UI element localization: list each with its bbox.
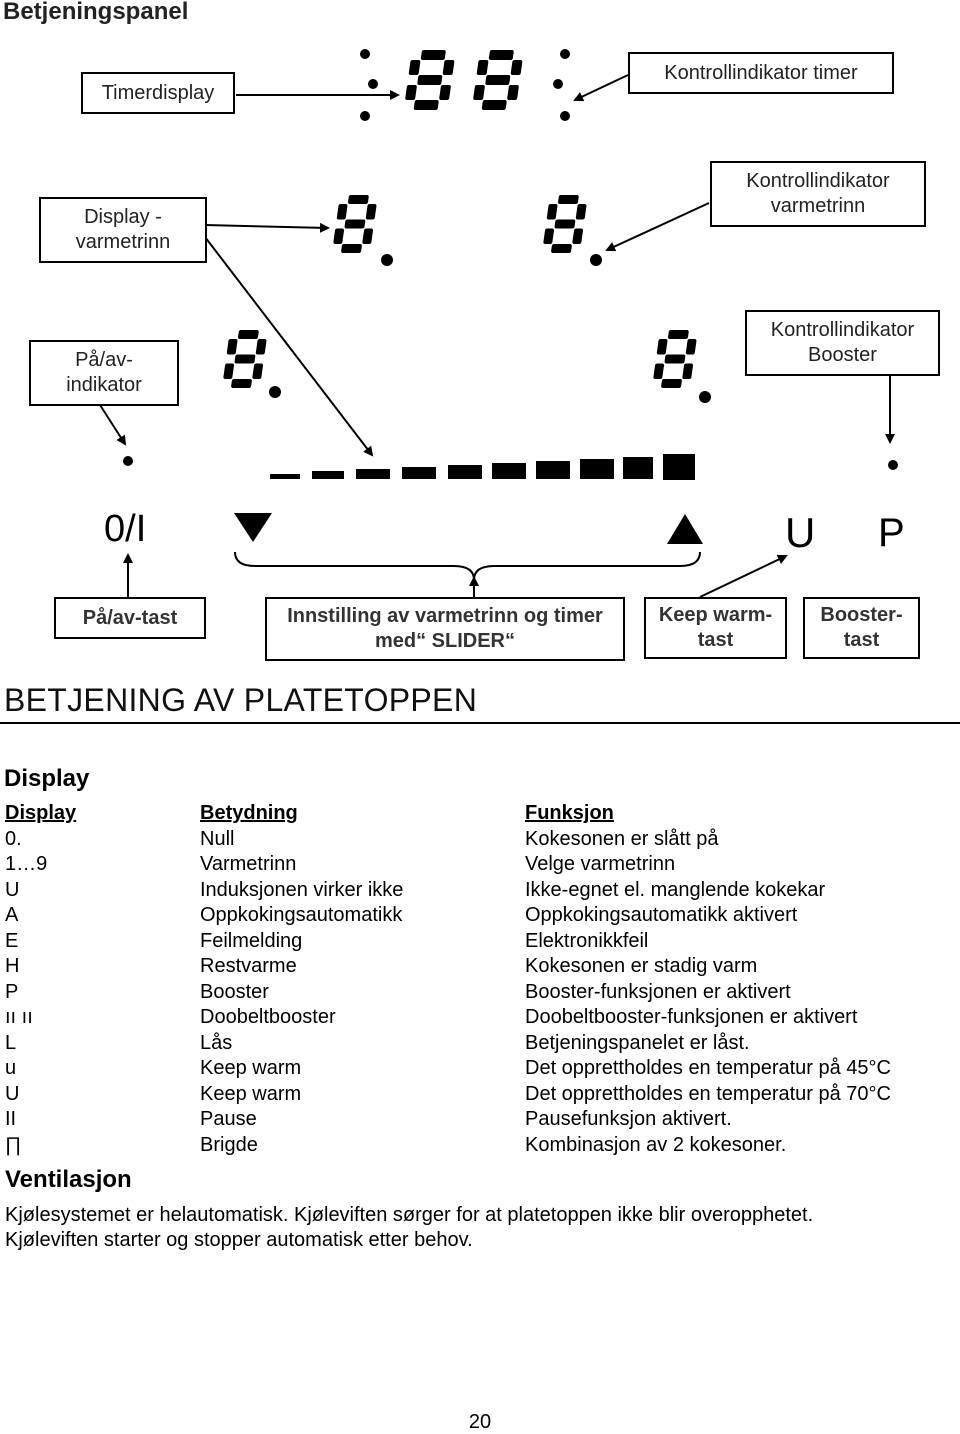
keepwarm-symbol[interactable]: U (785, 509, 816, 556)
segment (682, 364, 693, 380)
function-cell: Booster-funksjonen er aktivert (525, 980, 791, 1003)
onoff-symbol[interactable]: 0/I (104, 508, 147, 550)
meaning-cell: Varmetrinn (200, 853, 297, 875)
function-cell: Betjeningspanelet er låst. (525, 1031, 750, 1054)
zone-dot-right-icon (699, 391, 711, 403)
segment (366, 204, 377, 220)
display-cell: ıı ıı (5, 1006, 33, 1028)
heat-indicator-right-dot-icon (590, 254, 602, 266)
segment (405, 85, 417, 100)
segment (664, 355, 685, 364)
segment (668, 330, 689, 339)
display-cell: 1…9 (5, 853, 48, 875)
segment (421, 50, 446, 60)
heat-digit-left-icon (332, 195, 378, 253)
segment (362, 229, 373, 245)
page-number: 20 (468, 1411, 492, 1433)
function-cell: Velge varmetrinn (525, 853, 676, 875)
meaning-cell: Booster (200, 980, 269, 1003)
function-cell: Kombinasjon av 2 kokesoner. (525, 1133, 787, 1156)
timer-dot-left-mid-icon (368, 79, 378, 89)
meaning-cell: Doobeltbooster (200, 1006, 336, 1028)
timer-dot-left-top-icon (360, 49, 370, 59)
segment (657, 339, 668, 355)
heat-digit-right-icon (542, 195, 588, 253)
timer-dot-left-bottom-icon (360, 111, 370, 121)
heat-indicator-left-dot-icon (381, 254, 393, 266)
column-header-display: Display (5, 802, 77, 824)
meaning-cell: Induksjonen virker ikke (200, 878, 404, 901)
keepwarm-key-label: Keep warm- tast (644, 597, 787, 659)
segment (341, 244, 362, 253)
display-heading: Display (4, 765, 90, 792)
display-cell: U (5, 878, 20, 901)
function-cell: Det opprettholdes en temperatur på 70°C (525, 1082, 891, 1105)
timer-digit-2-icon (472, 50, 524, 110)
segment (572, 229, 583, 245)
column-header-function: Funksjon (525, 802, 614, 824)
timer-dot-right-top-icon (560, 49, 570, 59)
segment (576, 204, 587, 220)
segment (507, 85, 519, 100)
function-cell: Elektronikkfeil (525, 929, 649, 952)
section-title: BETJENING AV PLATETOPPEN (4, 682, 478, 718)
booster-key-label: Booster- tast (803, 597, 920, 659)
ventilation-paragraph (5, 1203, 813, 1253)
meaning-cell: Brigde (200, 1133, 258, 1156)
timer-dot-right-mid-icon (553, 79, 563, 89)
segment (252, 364, 263, 380)
segment (238, 330, 259, 339)
function-cell: Pausefunksjon aktivert. (525, 1108, 732, 1130)
display-cell: H (5, 955, 20, 977)
segment (543, 229, 554, 245)
onoff-indicator-label: På/av- indikator (29, 340, 179, 406)
segment (256, 339, 267, 355)
booster-indicator-dot-icon (888, 460, 898, 470)
display-cell: P (5, 980, 19, 1003)
display-cell: 0. (5, 827, 22, 850)
timer-dot-right-bottom-icon (560, 111, 570, 121)
ventilation-line-2: Kjøleviften starter og stopper automatisk etter behov. (5, 1229, 473, 1251)
segment (227, 339, 238, 355)
meaning-cell: Pause (200, 1108, 257, 1130)
segment (661, 379, 682, 388)
segment (551, 244, 572, 253)
timer-digit-1-icon (404, 50, 456, 110)
booster-symbol[interactable]: P (878, 511, 905, 555)
up-triangle-icon (667, 514, 703, 544)
page-title: Betjeningspanel (3, 0, 189, 25)
segment (547, 204, 558, 220)
zone-digit-left-icon (222, 330, 268, 388)
segment (653, 364, 664, 380)
segment (337, 204, 348, 220)
display-cell: E (5, 929, 19, 952)
timer-display-label: Timerdisplay (81, 72, 235, 114)
segment (408, 60, 420, 75)
down-triangle-icon (234, 513, 272, 542)
meaning-cell: Keep warm (200, 1082, 302, 1105)
slider-label: Innstilling av varmetrinn og timer med“ SLIDER“ (265, 597, 625, 661)
ventilation-line-1: Kjølesystemet er helautomatisk. Kjøleviften sørger for at platetoppen ikke blir overopphetet. (5, 1204, 814, 1226)
onoff-key-label: På/av-tast (54, 597, 206, 639)
segment (417, 75, 442, 85)
function-cell: Kokesonen er slått på (525, 827, 719, 850)
meaning-cell: Feilmelding (200, 929, 303, 952)
ventilation-heading: Ventilasjon (5, 1166, 132, 1193)
heat-display-label: Display - varmetrinn (39, 197, 207, 263)
meaning-cell: Oppkokingsautomatikk (200, 904, 403, 926)
segment (482, 100, 507, 110)
segment (554, 220, 575, 229)
segment (476, 60, 488, 75)
display-cell: u (5, 1057, 17, 1079)
display-cell: A (5, 904, 19, 926)
segment (686, 339, 697, 355)
heat-indicator-label: Kontrollindikator varmetrinn (710, 161, 926, 227)
segment (489, 50, 514, 60)
segment (234, 355, 255, 364)
display-cell: U (5, 1082, 20, 1105)
function-cell: Ikke-egnet el. manglende kokekar (525, 878, 826, 901)
meaning-cell: Restvarme (200, 955, 297, 977)
zone-digit-right-icon (652, 330, 698, 388)
display-cell: L (5, 1031, 17, 1054)
display-cell: ∏ (5, 1133, 22, 1156)
meaning-cell: Lås (200, 1031, 233, 1054)
segment (510, 60, 522, 75)
segment (414, 100, 439, 110)
segment (223, 364, 234, 380)
column-header-meaning: Betydning (200, 802, 298, 824)
segment (231, 379, 252, 388)
onoff-indicator-dot-icon (123, 456, 133, 466)
meaning-cell: Keep warm (200, 1057, 302, 1079)
function-cell: Det opprettholdes en temperatur på 45°C (525, 1057, 891, 1079)
function-cell: Doobeltbooster-funksjonen er aktivert (525, 1006, 858, 1028)
function-cell: Oppkokingsautomatikk aktivert (525, 904, 798, 926)
segment (333, 229, 344, 245)
booster-indicator-label: Kontrollindikator Booster (745, 310, 940, 376)
segment (348, 195, 369, 204)
timer-indicator-label: Kontrollindikator timer (628, 52, 894, 94)
display-cell: II (5, 1108, 17, 1130)
meaning-cell: Null (200, 827, 235, 850)
zone-dot-left-icon (269, 386, 281, 398)
segment (439, 85, 451, 100)
function-cell: Kokesonen er stadig varm (525, 955, 758, 977)
segment (485, 75, 510, 85)
segment (473, 85, 485, 100)
section-divider (0, 722, 960, 724)
segment (442, 60, 454, 75)
slider-bar-icon (270, 454, 695, 480)
segment (558, 195, 579, 204)
slider-bracket (235, 552, 700, 580)
segment (344, 220, 365, 229)
